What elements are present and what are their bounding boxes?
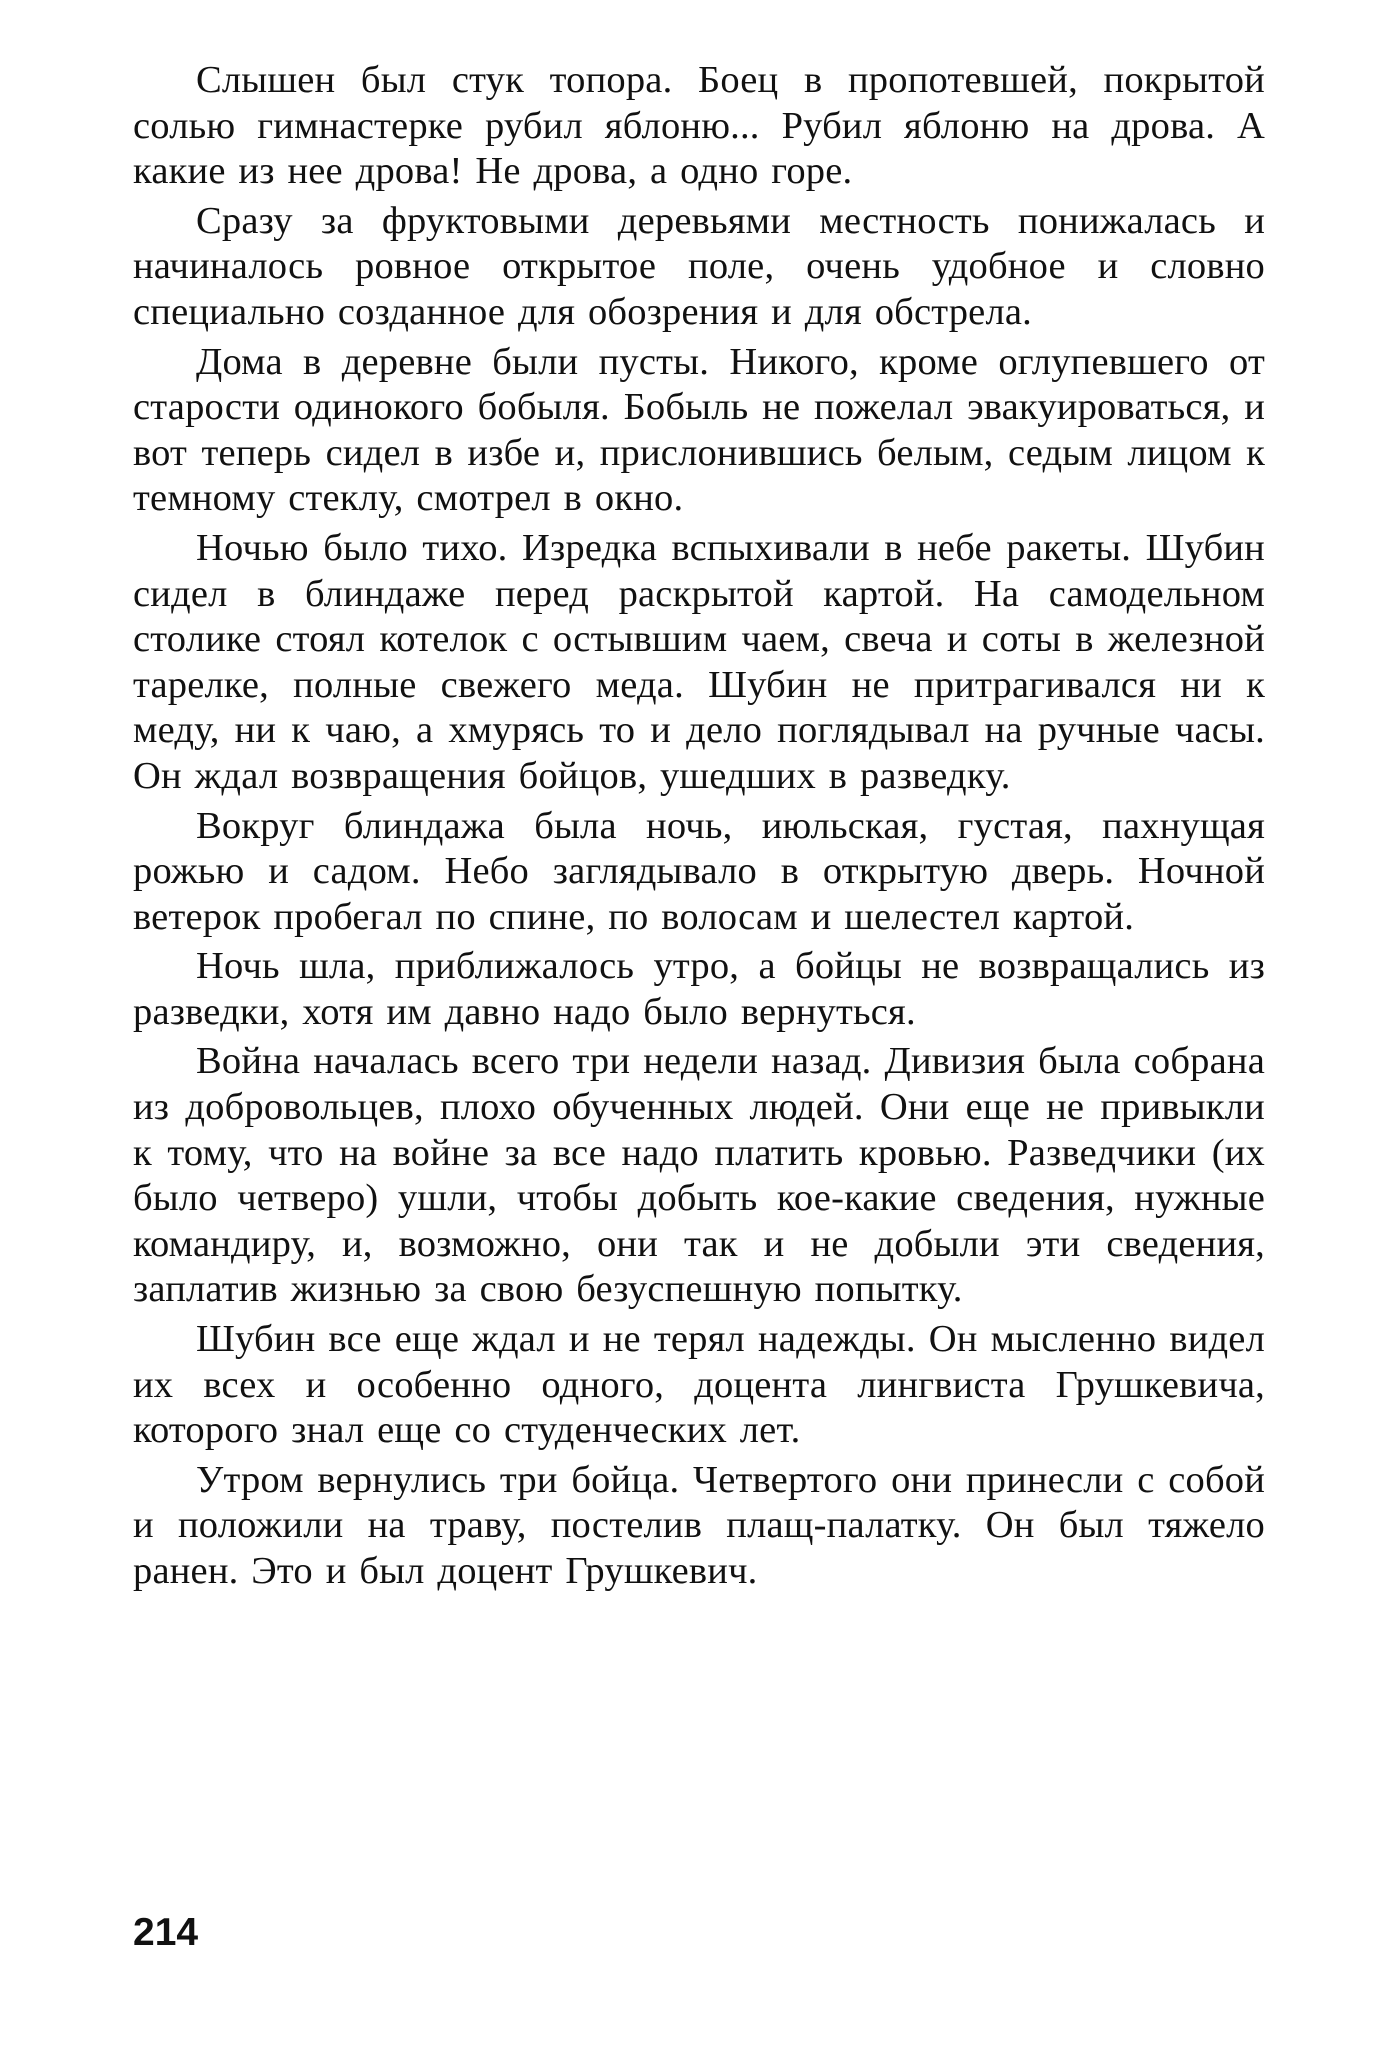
paragraph-1: Слышен был стук топора. Боец в пропотевшей, покрытой солью гимнастерке рубил яблоню... Рубил яблоню на дрова. А какие из нее дрова! Не дрова, а одно горе. [133, 59, 1265, 193]
paragraph-3: Дома в деревне были пусты. Никого, кроме оглупевшего от старости одинокого бобыля. Бобыль не пожелал эвакуироваться, и вот теперь сидел в избе и, прислонившись белым, седым лицом к темному стеклу, смотрел в окно. [133, 340, 1265, 520]
paragraph-6: Ночь шла, приближалось утро, а бойцы не возвращались из разведки, хотя им давно надо было вернуться. [133, 945, 1265, 1033]
paragraph-8: Шубин все еще ждал и не терял надежды. Он мысленно видел их всех и особенно одного, доцента лингвиста Грушкевича, которого знал еще со студенческих лет. [133, 1318, 1265, 1452]
paragraph-5: Вокруг блиндажа была ночь, июльская, густая, пахнущая рожью и садом. Небо заглядывало в открытую дверь. Ночной ветерок пробегал по спине, по волосам и шелестел картой. [133, 804, 1265, 938]
paragraph-9: Утром вернулись три бойца. Четвертого они принесли с собой и положили на траву, постелив плащ-палатку. Он был тяжело ранен. Это и был доцент Грушкевич. [133, 1458, 1265, 1592]
paragraph-2: Сразу за фруктовыми деревьями местность понижалась и начиналось ровное открытое поле, очень удобное и словно специально созданное для обозрения и для обстрела. [133, 199, 1265, 333]
paragraph-7: Война началась всего три недели назад. Дивизия была собрана из добровольцев, плохо обученных людей. Они еще не привыкли к тому, что на войне за все надо платить кровью. Разведчики (их было четверо) ушли, чтобы добыть кое-какие сведения, нужные командиру, и, возможно, они так и не добыли эти сведения, заплатив жизнью за свою безуспешную попытку. [133, 1040, 1265, 1311]
body-text [133, 58, 1265, 1599]
page-number: 214 [133, 1911, 199, 1954]
paragraph-4: Ночью было тихо. Изредка вспыхивали в небе ракеты. Шубин сидел в блиндаже перед раскрытой картой. На самодельном столике стоял котелок с остывшим чаем, свеча и соты в железной тарелке, полные свежего меда. Шубин не притрагивался ни к меду, ни к чаю, а хмурясь то и дело поглядывал на ручные часы. Он ждал возвращения бойцов, ушедших в разведку. [133, 526, 1265, 797]
